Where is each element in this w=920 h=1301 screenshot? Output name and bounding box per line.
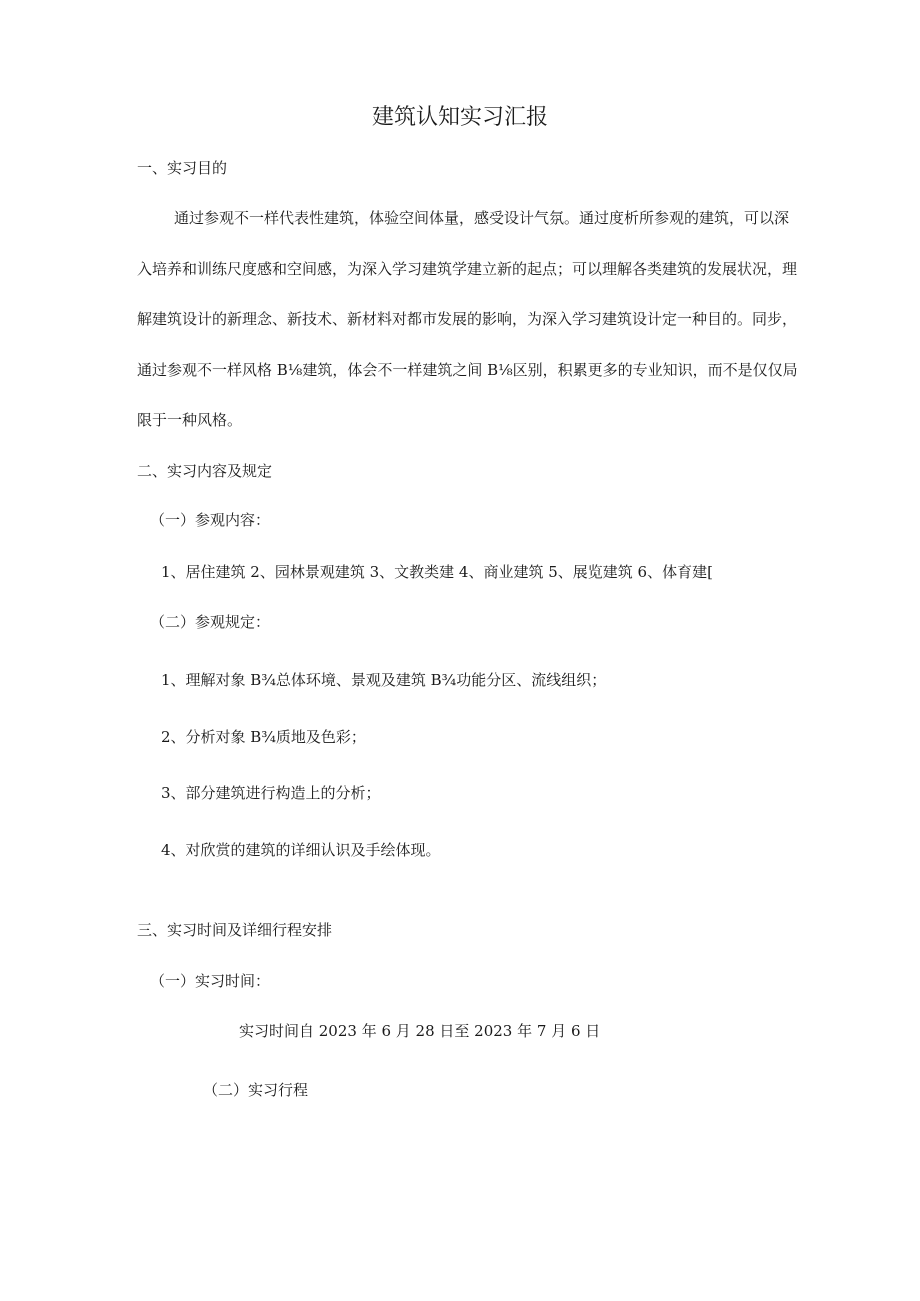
section-3-heading: 三、实习时间及详细行程安排 bbox=[137, 921, 333, 939]
section-2-sub-heading-1: （一）参观内容： bbox=[150, 511, 271, 529]
section-1-heading: 一、实习目的 bbox=[137, 159, 228, 177]
section-3-sub-heading-2: （二）实习行程 bbox=[203, 1081, 309, 1099]
paragraph-line-1: 通过参观不一样代表性建筑，体验空间体量，感受设计气氛。通过度析所参观的建筑，可以深 bbox=[174, 209, 790, 227]
document-title: 建筑认知实习汇报 bbox=[371, 105, 548, 130]
paragraph-line-4: 通过参观不一样风格 B⅛建筑，体会不一样建筑之间 B⅛区别，积累更多的专业知识，而不是仅仅局 bbox=[137, 360, 798, 379]
paragraph-line-3: 解建筑设计的新理念、新技术、新材料对都市发展的影响，为深入学习建筑设计定一种目的。同步， bbox=[137, 310, 798, 328]
requirement-item-4: 4、对欣赏的建筑的详细认识及手绘体现。 bbox=[161, 841, 441, 859]
section-1-paragraph bbox=[137, 193, 817, 446]
paragraph-line-5: 限于一种风格。 bbox=[137, 411, 243, 429]
section-3-sub-heading-1: （一）实习时间： bbox=[150, 972, 271, 990]
requirement-item-2: 2、分析对象 B¾质地及色彩； bbox=[161, 728, 366, 746]
visit-content-list: 1、居住建筑 2、园林景观建筑 3、文教类建 4、商业建筑 5、展览建筑 6、体育建[ bbox=[161, 563, 713, 581]
section-2-sub-heading-2: （二）参观规定： bbox=[150, 613, 271, 631]
paragraph-line-2: 入培养和训练尺度感和空间感，为深入学习建筑学建立新的起点；可以理解各类建筑的发展状况，理 bbox=[137, 259, 798, 278]
section-2-heading: 二、实习内容及规定 bbox=[137, 462, 273, 480]
requirement-item-1: 1、理解对象 B¾总体环境、景观及建筑 B¾功能分区、流线组织； bbox=[161, 671, 607, 689]
requirement-item-3: 3、部分建筑进行构造上的分析； bbox=[161, 784, 381, 802]
internship-time-text: 实习时间自 2023 年 6 月 28 日至 2023 年 7 月 6 日 bbox=[239, 1022, 601, 1040]
